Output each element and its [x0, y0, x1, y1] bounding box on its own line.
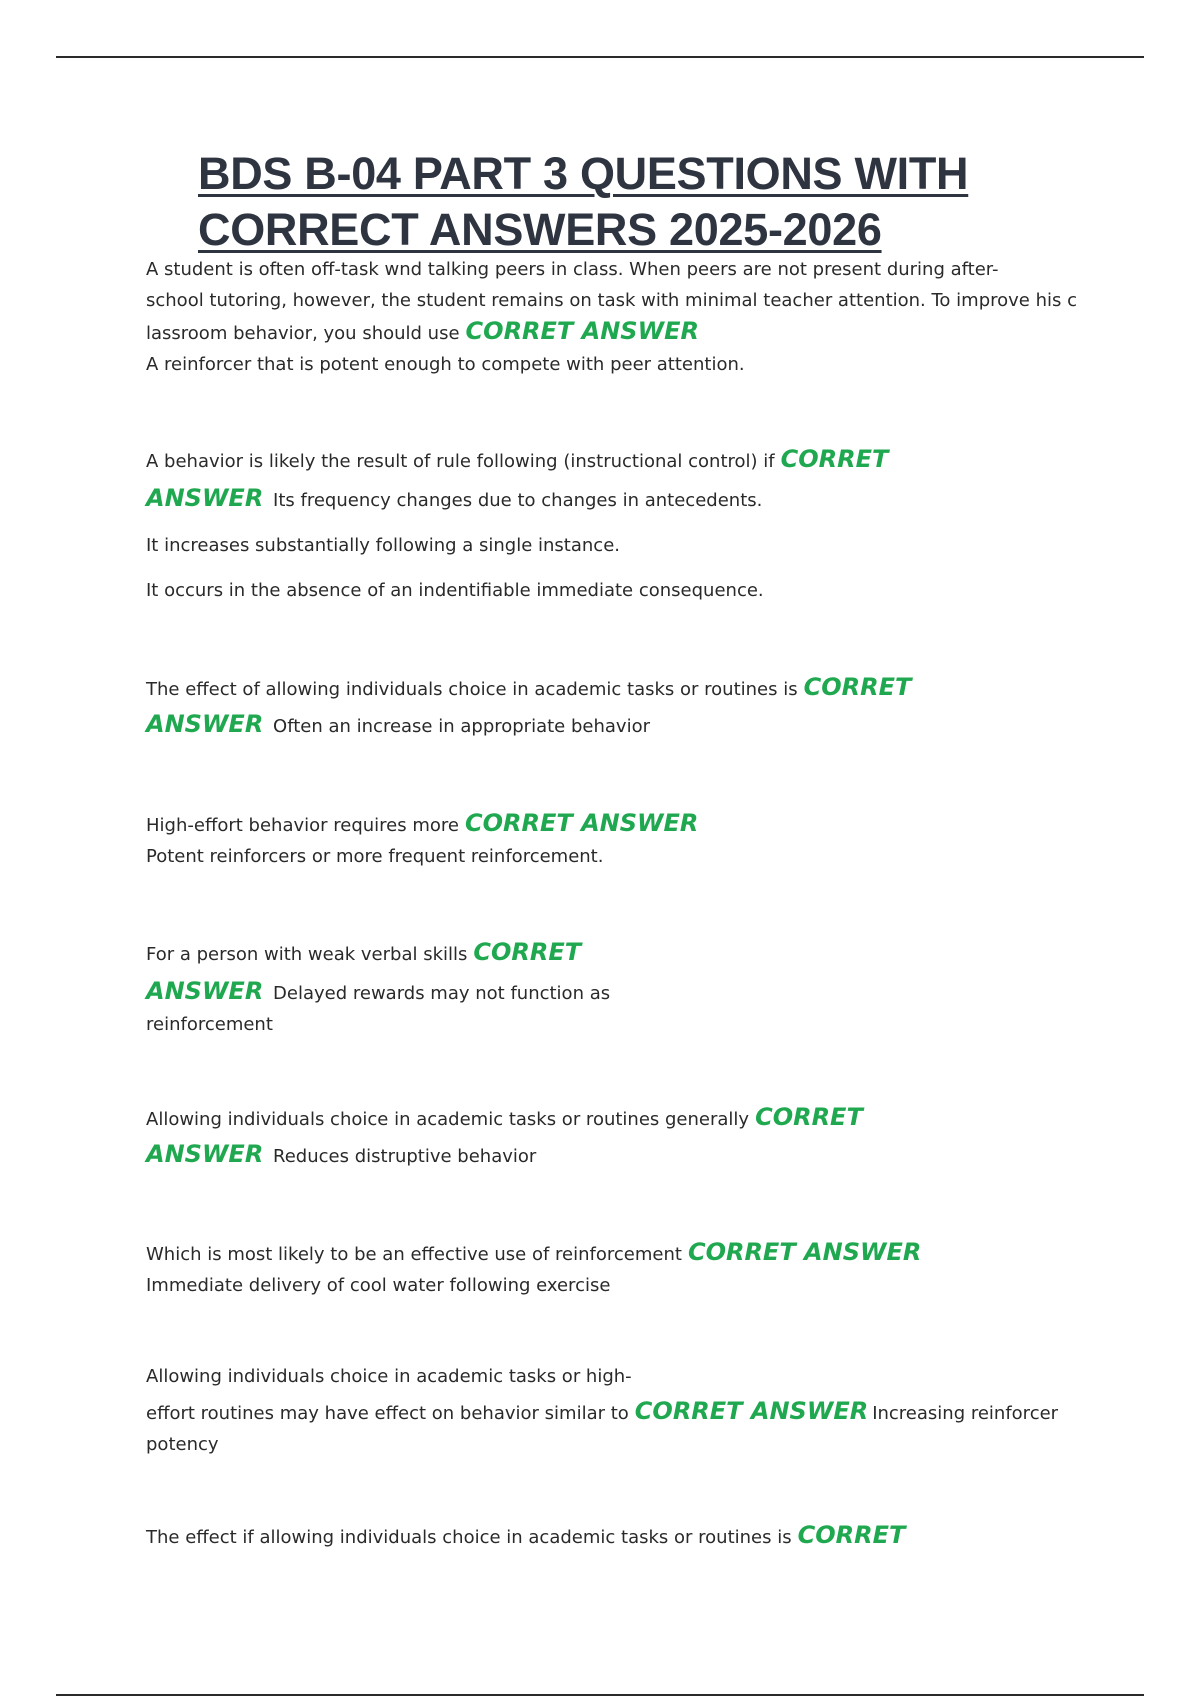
qa-item-7 — [146, 1237, 1096, 1301]
answer-label-part1: CORRET — [780, 445, 889, 473]
answer-label: CORRET ANSWER — [464, 809, 699, 837]
question-line: school tutoring, however, the student remains on task with minimal teacher attention. To improve his c — [146, 290, 1077, 311]
qa-item-1 — [146, 254, 1096, 380]
answer-text: Its frequency changes due to changes in antecedents. — [273, 490, 763, 511]
question-line: Which is most likely to be an effective use of reinforcement — [146, 1244, 682, 1265]
question-line: For a person with weak verbal skills — [146, 944, 468, 965]
top-rule — [56, 56, 1144, 58]
answer-label: CORRET ANSWER — [687, 1238, 922, 1266]
question-line: A student is often off-task wnd talking peers in class. When peers are not present during after- — [146, 259, 999, 280]
answer-text: Potent reinforcers or more frequent reinforcement. — [146, 846, 604, 867]
answer-text: Delayed rewards may not function as — [273, 983, 611, 1004]
qa-item-3 — [146, 672, 1096, 742]
question-line: Allowing individuals choice in academic tasks or routines generally — [146, 1109, 750, 1130]
title-line-2: CORRECT ANSWERS 2025-2026 — [198, 204, 882, 255]
answer-label-part2: ANSWER — [146, 1140, 264, 1168]
question-line: The effect if allowing individuals choice in academic tasks or routines is — [146, 1527, 792, 1548]
title-line-1: BDS B-04 PART 3 QUESTIONS WITH — [198, 148, 969, 199]
answer-text: It increases substantially following a single instance. — [146, 535, 620, 556]
answer-text: potency — [146, 1434, 219, 1455]
qa-item-6 — [146, 1102, 1096, 1172]
qa-item-9 — [146, 1520, 1096, 1553]
qa-item-2 — [146, 444, 1096, 606]
answer-label: CORRET ANSWER — [465, 317, 699, 345]
answer-label-part2: ANSWER — [146, 710, 264, 738]
answer-label-part1: CORRET — [803, 673, 912, 701]
qa-item-4 — [146, 808, 1096, 872]
question-line: High-effort behavior requires more — [146, 815, 459, 836]
answer-label-part1: CORRET — [473, 938, 582, 966]
answer-text: Often an increase in appropriate behavior — [273, 716, 650, 737]
answer-text: Immediate delivery of cool water following exercise — [146, 1275, 611, 1296]
answer-text: Increasing reinforcer — [872, 1403, 1059, 1424]
qa-item-5 — [146, 937, 1096, 1040]
question-line: effort routines may have effect on behavior similar to — [146, 1403, 629, 1424]
answer-label-part1: CORRET — [797, 1521, 906, 1549]
answer-text: A reinforcer that is potent enough to compete with peer attention. — [146, 354, 745, 375]
answer-text: reinforcement — [146, 1014, 273, 1035]
answer-text: It occurs in the absence of an indentifiable immediate consequence. — [146, 580, 764, 601]
answer-label-part2: ANSWER — [146, 484, 264, 512]
document-title — [198, 146, 1098, 258]
question-line: Allowing individuals choice in academic tasks or high- — [146, 1366, 632, 1387]
qa-item-8 — [146, 1361, 1096, 1460]
answer-label: CORRET ANSWER — [634, 1397, 869, 1425]
answer-text: Reduces distruptive behavior — [273, 1146, 537, 1167]
question-line: The effect of allowing individuals choice in academic tasks or routines is — [146, 679, 798, 700]
question-line: lassroom behavior, you should use — [146, 323, 460, 344]
bottom-rule — [56, 1694, 1144, 1696]
question-line: A behavior is likely the result of rule following (instructional control) if — [146, 451, 775, 472]
answer-label-part2: ANSWER — [146, 977, 264, 1005]
answer-label-part1: CORRET — [755, 1103, 863, 1131]
